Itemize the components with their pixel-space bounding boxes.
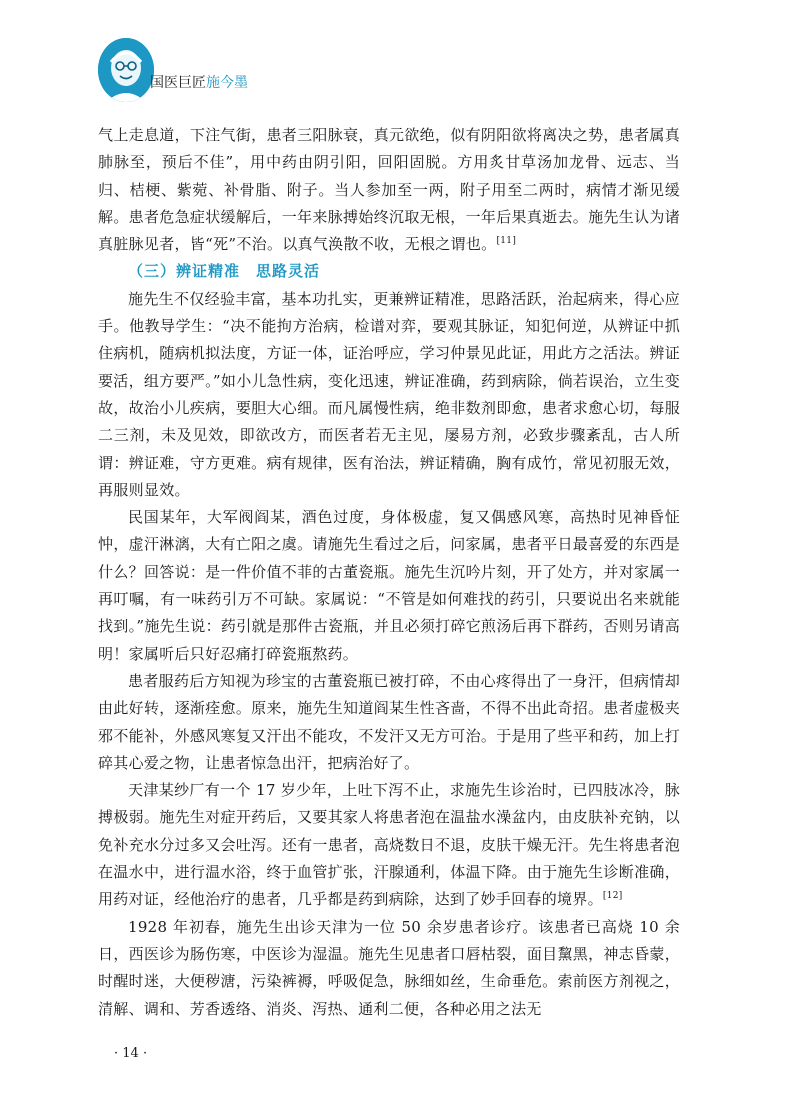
paragraph-4: 患者服药后方知视为珍宝的古董瓷瓶已被打碎，不由心疼得出了一身汗，但病情却由此好转，逐渐痊愈。原来，施先生知道阎某生性吝啬，不得不出此奇招。患者虚极夹邪不能补，外感风寒复又汗出不能攻，不发汗又无方可治。于是用了些平和药，加上打碎其心爱之物，让患者惊急出汗，把病治好了。	[98, 671, 680, 772]
reference-marker-11: [11]	[496, 236, 517, 247]
page-header	[98, 38, 298, 104]
paragraph-3: 民国某年，大军阀阎某，酒色过度，身体极虚，复又偶感风寒，高热时见神昏怔忡，虚汗淋漓，大有亡阳之虞。请施先生看过之后，问家属，患者平日最喜爱的东西是什么？回答说：是一件价值不菲的古董瓷瓶。施先生沉吟片刻，开了处方，并对家属一再叮嘱，有一味药引万不可缺。家属说：“不管是如何难找的药引，只要说出名来就能找到。”施先生说：药引就是那件古瓷瓶，并且必须打碎它煎汤后再下群药，否则另请高明！家属听后只好忍痛打碎瓷瓶熬药。	[98, 508, 680, 663]
page-number: · 14 ·	[114, 1046, 148, 1061]
paragraph-2: 施先生不仅经验丰富，基本功扎实，更兼辨证精准，思路活跃，治起病来，得心应手。他教导学生：“决不能拘方治病，检谱对弈，要观其脉证，知犯何逆，从辨证中抓住病机，随病机拟法度，方证一体，证治呼应，学习仲景见此证，用此方之活法。辨证要活，组方要严。”如小儿急性病，变化迅速，辨证准确，药到病除，倘若误治，立生变故，故治小儿疾病，要胆大心细。而凡属慢性病，绝非数剂即愈，患者求愈心切，每服二三剂，未及见效，即欲改方，而医者若无主见，屡易方剂，必致步骤紊乱，古人所谓：辨证难，守方更难。病有规律，医有治法，辨证精确，胸有成竹，常见初服无效，再服则显效。	[98, 289, 680, 499]
paragraph-1-text: 气上走息道，下注气街，患者三阳脉衰，真元欲绝，似有阴阳欲将离决之势，患者属真肺脉至，预后不佳”，用中药由阴引阳，回阳固脱。方用炙甘草汤加龙骨、远志、当归、桔梗、紫菀、补骨脂、附子。当人参加至一两，附子用至二两时，病情才渐见缓解。患者危急症状缓解后，一年来脉搏始终沉取无根，一年后果真逝去。施先生认为诸真脏脉见者，皆“死”不治。以真气涣散不收，无根之谓也。	[98, 126, 680, 254]
paragraph-6: 1928 年初春，施先生出诊天津为一位 50 余岁患者诊疗。该患者已高烧 10 余日，西医诊为肠伤寒，中医诊为湿温。施先生见患者口唇枯裂，面目黧黑，神志昏蒙，时醒时迷，大便秽溏，污染裤褥，呼吸促急，脉细如丝，生命垂危。索前医方剂视之，清解、调和、芳香透络、消炎、泻热、通利二便，各种必用之法无	[98, 917, 680, 1018]
paragraph-1	[98, 122, 680, 258]
paragraph-5-text: 天津某纱厂有一个 17 岁少年，上吐下泻不止，求施先生诊治时，已四肢冰冷，脉搏极弱。施先生对症开药后，又要其家人将患者泡在温盐水澡盆内，由皮肤补充钠，以免补充水分过多又会吐泻。还有一患者，高烧数日不退，皮肤干燥无汗。先生将患者泡在温水中，进行温水浴，终于血管扩张，汗腺通利，体温下降。由于施先生诊断准确，用药对证，经他治疗的患者，几乎都是药到病除，达到了妙手回春的境界。	[98, 781, 680, 909]
book-title-prefix: 国医巨匠	[150, 75, 206, 91]
book-title-name: 施今墨	[206, 75, 248, 91]
reference-marker-12: [12]	[602, 891, 623, 902]
section-heading: （三）辨证精准 思路灵活	[128, 262, 321, 281]
body-text	[98, 122, 680, 1023]
paragraph-5	[98, 777, 680, 913]
book-title	[150, 72, 248, 92]
author-portrait-icon	[98, 38, 154, 102]
